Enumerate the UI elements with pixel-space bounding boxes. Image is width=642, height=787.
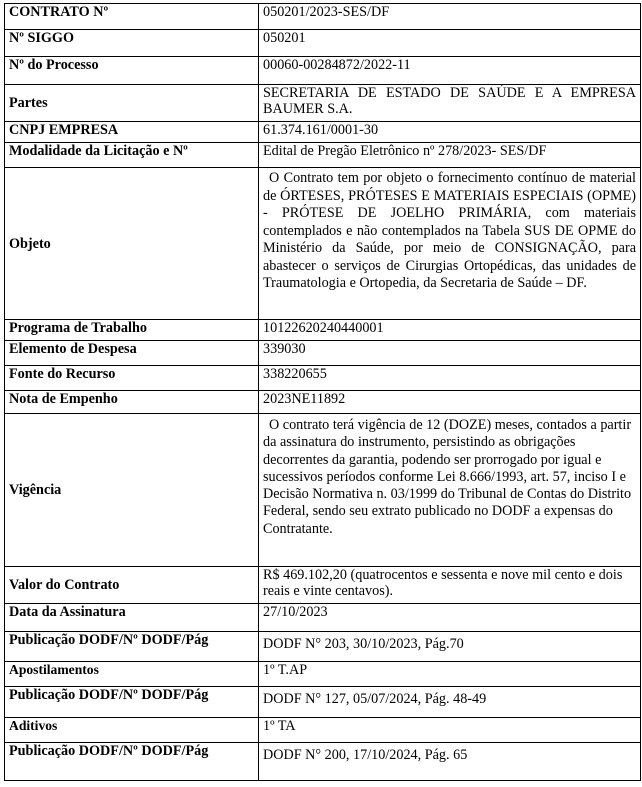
row-label-publicacao-1: Publicação DODF/Nº DODF/Pág — [5, 632, 259, 662]
row-label-aditivos: Aditivos — [5, 718, 259, 743]
row-value-elemento: 339030 — [259, 341, 641, 366]
contract-extract-table — [4, 3, 641, 781]
row-value-valor: R$ 469.102,20 (quatrocentos e sessenta e nove mil cento e dois reais e vinte centavos). — [259, 567, 641, 604]
row-label-data: Data da Assinatura — [5, 604, 259, 632]
row-value-siggo: 050201 — [259, 30, 641, 57]
row-label-vigencia: Vigência — [5, 414, 259, 567]
table-row — [5, 662, 641, 687]
table-row — [5, 687, 641, 718]
table-row — [5, 718, 641, 743]
row-value-programa: 10122620240440001 — [259, 320, 641, 341]
row-label-cnpj: CNPJ EMPRESA — [5, 122, 259, 143]
table-row — [5, 632, 641, 662]
row-label-siggo: Nº SIGGO — [5, 30, 259, 57]
table-row — [5, 122, 641, 143]
row-value-data: 27/10/2023 — [259, 604, 641, 632]
row-value-vigencia: O contrato terá vigência de 12 (DOZE) meses, contados a partir da assinatura do instrumento, persistindo as obrigações decorrentes da garantia, podendo ser prorrogado por igual e sucessivos períodos conforme Lei 8.666/1993, art. 57, inciso I e Decisão Normativa n. 03/1999 do Tribunal de Contas do Distrito Federal, sendo seu extrato publicado no DODF a expensas do Contratante. — [259, 414, 641, 567]
row-label-publicacao-3: Publicação DODF/Nº DODF/Pág — [5, 743, 259, 781]
row-label-partes: Partes — [5, 85, 259, 122]
row-value-fonte: 338220655 — [259, 366, 641, 391]
row-value-publicacao-1: DODF N° 203, 30/10/2023, Pág.70 — [259, 632, 641, 662]
table-row — [5, 57, 641, 85]
row-value-cnpj: 61.374.161/0001-30 — [259, 122, 641, 143]
row-label-apostilamentos: Apostilamentos — [5, 662, 259, 687]
table-row — [5, 30, 641, 57]
table-row — [5, 366, 641, 391]
row-label-elemento: Elemento de Despesa — [5, 341, 259, 366]
row-value-objeto: O Contrato tem por objeto o fornecimento contínuo de material de ÓRTESES, PRÓTESES E MATERIAIS ESPECIAIS (OPME) - PRÓTESE DE JOELHO PRIMÁRIA, com materiais contemplados e não contemplados na Tabela SUS DE OPME do Ministério da Saúde, por meio de CONSIGNAÇÃO, para abastecer o serviços de Cirurgias Ortopédicas, das unidades de Traumatologia e Ortopedia, da Secretaria de Saúde – DF. — [259, 168, 641, 320]
row-label-objeto: Objeto — [5, 168, 259, 320]
row-value-apostilamentos: 1º T.AP — [259, 662, 641, 687]
row-label-programa: Programa de Trabalho — [5, 320, 259, 341]
row-label-processo: Nº do Processo — [5, 57, 259, 85]
row-value-aditivos: 1º TA — [259, 718, 641, 743]
row-label-valor: Valor do Contrato — [5, 567, 259, 604]
table-row — [5, 604, 641, 632]
row-value-modalidade: Edital de Pregão Eletrônico nº 278/2023- SES/DF — [259, 143, 641, 168]
row-label-empenho: Nota de Empenho — [5, 391, 259, 414]
row-label-modalidade: Modalidade da Licitação e Nº — [5, 143, 259, 168]
row-label-contrato: CONTRATO Nº — [5, 4, 259, 30]
row-value-processo: 00060-00284872/2022-11 — [259, 57, 641, 85]
table-row — [5, 320, 641, 341]
table-row — [5, 4, 641, 30]
row-value-publicacao-3: DODF N° 200, 17/10/2024, Pág. 65 — [259, 743, 641, 781]
row-label-fonte: Fonte do Recurso — [5, 366, 259, 391]
row-label-publicacao-2: Publicação DODF/Nº DODF/Pág — [5, 687, 259, 718]
row-value-empenho: 2023NE11892 — [259, 391, 641, 414]
table-row — [5, 143, 641, 168]
row-value-contrato: 050201/2023-SES/DF — [259, 4, 641, 30]
row-value-publicacao-2: DODF N° 127, 05/07/2024, Pág. 48-49 — [259, 687, 641, 718]
table-row — [5, 414, 641, 567]
table-row — [5, 743, 641, 781]
table-row — [5, 341, 641, 366]
table-row — [5, 567, 641, 604]
table-row — [5, 168, 641, 320]
row-value-partes: SECRETARIA DE ESTADO DE SAÚDE E A EMPRESA BAUMER S.A. — [259, 85, 641, 122]
table-row — [5, 85, 641, 122]
table-row — [5, 391, 641, 414]
